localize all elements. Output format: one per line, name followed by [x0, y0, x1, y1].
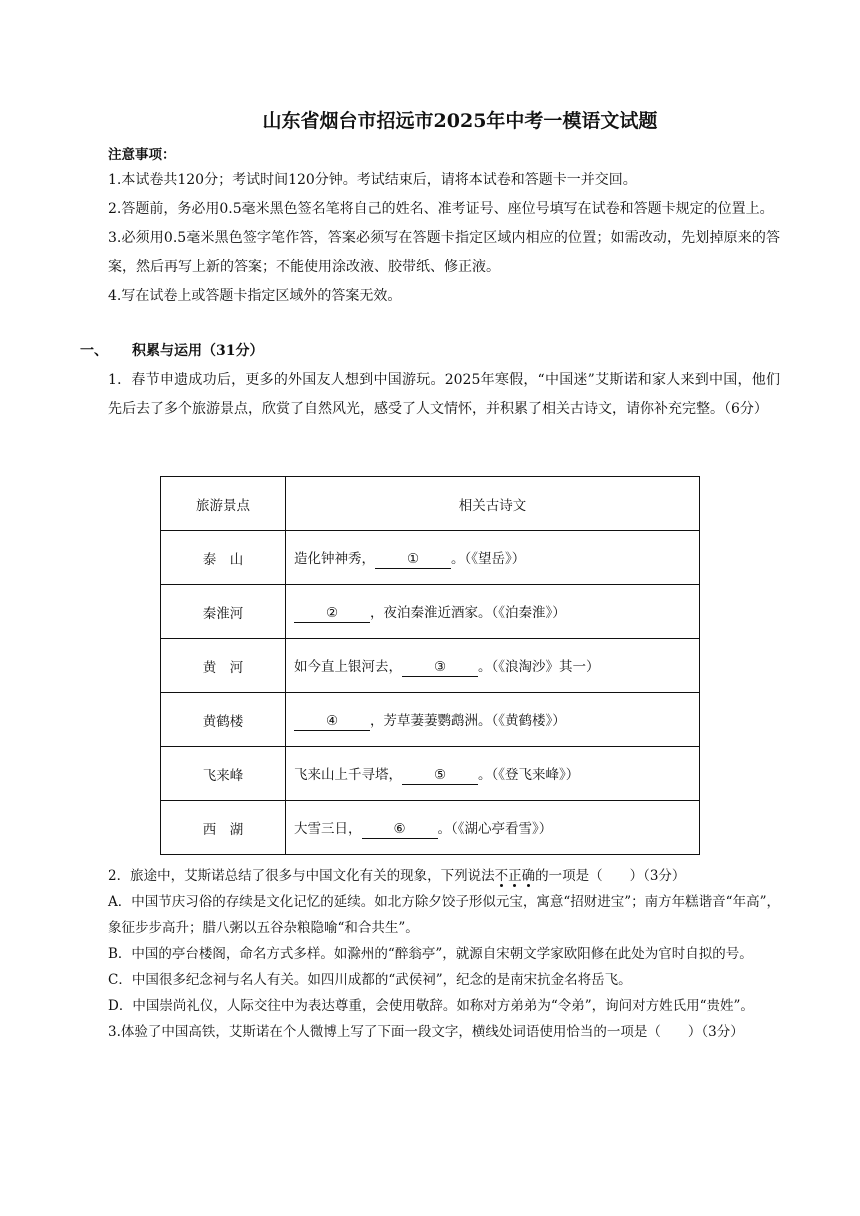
header-place: 旅游景点: [161, 477, 286, 531]
poem-after: ，芳草萋萋鹦鹉洲。（《黄鹤楼》）: [370, 712, 566, 729]
poem-table: [160, 476, 700, 855]
option-b[interactable]: B．中国的亭台楼阁，命名方式多样。如滁州的“醉翁亭”，就源自宋朝文学家欧阳修在此处为官时自拟的号。: [108, 946, 753, 962]
poem-after: 。（《登飞来峰》）: [478, 766, 580, 783]
question-3-text: 3.体验了中国高铁，艾斯诺在个人微博上写了下面一段文字，横线处词语使用恰当的一项是（ ）（3分）: [108, 1024, 744, 1040]
header-poems: 相关古诗文: [286, 477, 700, 531]
poem-before: 如今直上银河去，: [294, 658, 402, 675]
place-cell: 西 湖: [161, 801, 286, 855]
emphasis-char: 不: [494, 868, 509, 884]
question-1-text: 1．春节申遗成功后，更多的外国友人想到中国游玩。2025年寒假，“中国迷”艾斯诺和家人来到中国，他们先后去了多个旅游景点，欣赏了自然风光，感受了人文情怀，并积累了相关古诗文，请你补充完整。（6分）: [108, 372, 780, 417]
notice-heading: 注意事项：: [108, 147, 176, 163]
answer-blank[interactable]: ③: [402, 659, 478, 677]
table-row: [161, 747, 700, 801]
place-cell: 黄 河: [161, 639, 286, 693]
stem-after: 的一项是（ ）（3分）: [535, 868, 686, 884]
poem-after: ，夜泊秦淮近酒家。（《泊秦淮》）: [370, 604, 566, 621]
option-a[interactable]: A．中国节庆习俗的存续是文化记忆的延续。如北方除夕饺子形似元宝，寓意“招财进宝”；南方年糕谐音“年高”，象征步步高升；腊八粥以五谷杂粮隐喻“和合共生”。: [108, 894, 780, 936]
notice-item: 3.必须用0.5毫米黑色签字笔作答，答案必须写在答题卡指定区域内相应的位置；如需改动，先划掉原来的答案，然后再写上新的答案；不能使用涂改液、胶带纸、修正液。: [108, 230, 780, 275]
place-cell: 黄鹤楼: [161, 693, 286, 747]
table-header-row: [161, 477, 700, 531]
notice-item: 1.本试卷共120分；考试时间120分钟。考试结束后，请将本试卷和答题卡一并交回。: [108, 172, 637, 188]
poem-cell: [286, 531, 700, 585]
question-1: [80, 366, 780, 424]
question-2: [80, 863, 780, 1045]
poem-cell: [286, 585, 700, 639]
section-heading: [80, 340, 263, 360]
poem-after: 。（《望岳》）: [451, 550, 526, 567]
question-2-stem: [80, 863, 780, 889]
poem-before: 造化钟神秀，: [294, 550, 375, 567]
table-row: [161, 531, 700, 585]
notice-item: 4.写在试卷上或答题卡指定区域外的答案无效。: [108, 288, 402, 304]
table-row: [161, 639, 700, 693]
place-cell: 飞来峰: [161, 747, 286, 801]
poem-cell: [286, 693, 700, 747]
place-cell: 泰 山: [161, 531, 286, 585]
answer-blank[interactable]: ⑥: [362, 821, 438, 839]
poem-after: 。（《湖心亭看雪》）: [437, 820, 553, 837]
option-c[interactable]: C．中国很多纪念祠与名人有关。如四川成都的“武侯祠”，纪念的是南宋抗金名将岳飞。: [108, 972, 632, 988]
page-title: 山东省烟台市招远市2025年中考一模语文试题: [262, 110, 658, 132]
answer-blank[interactable]: ④: [294, 713, 370, 731]
table-row: [161, 585, 700, 639]
poem-cell: [286, 747, 700, 801]
section-number: 一、: [80, 343, 108, 359]
option-d[interactable]: D．中国崇尚礼仪，人际交往中为表达尊重，会使用敬辞。如称对方弟弟为“令弟”，询问对方姓氏用“贵姓”。: [108, 998, 754, 1014]
poem-cell: [286, 801, 700, 855]
section-title: 积累与运用（31分）: [132, 343, 264, 359]
stem-before: 2．旅途中，艾斯诺总结了很多与中国文化有关的现象，下列说法: [108, 868, 495, 884]
answer-blank[interactable]: ②: [294, 605, 370, 623]
table-row: [161, 693, 700, 747]
answer-blank[interactable]: ⑤: [402, 767, 478, 785]
stem-emphasis: [495, 868, 536, 884]
place-cell: 秦淮河: [161, 585, 286, 639]
poem-after: 。（《浪淘沙》其一）: [478, 658, 600, 675]
notice-list: [80, 166, 780, 311]
emphasis-char: 正: [508, 868, 522, 884]
poem-cell: [286, 639, 700, 693]
table-row: [161, 801, 700, 855]
poem-before: 飞来山上千寻塔，: [294, 766, 402, 783]
notice-item: 2.答题前，务必用0.5毫米黑色签名笔将自己的姓名、准考证号、座位号填写在试卷和答题卡规定的位置上。: [108, 201, 774, 217]
answer-blank[interactable]: ①: [375, 551, 451, 569]
poem-before: 大雪三日，: [294, 820, 362, 837]
emphasis-char: 确: [521, 868, 536, 884]
